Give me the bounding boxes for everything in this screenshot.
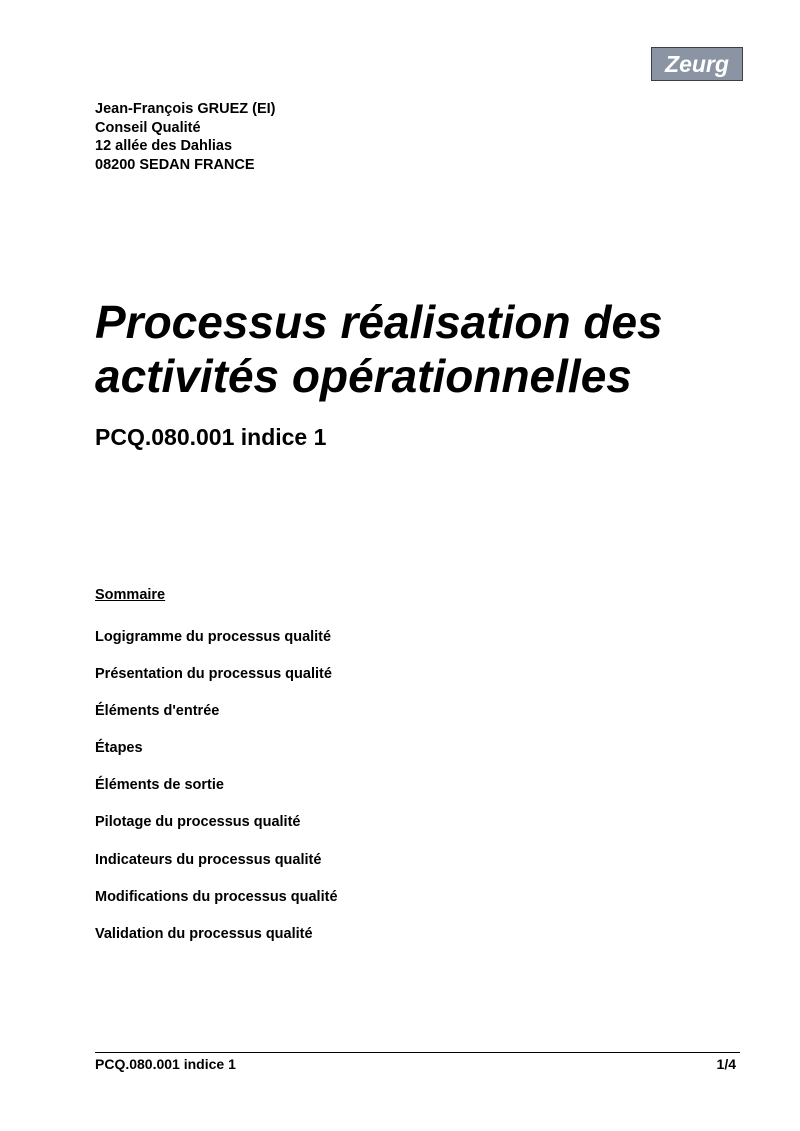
summary-item: Indicateurs du processus qualité [95, 851, 322, 868]
footer-divider [95, 1052, 740, 1053]
summary-item: Étapes [95, 740, 143, 757]
footer-reference: PCQ.080.001 indice 1 [95, 1056, 236, 1072]
summary-item: Logigramme du processus qualité [95, 629, 332, 645]
summary-heading: Sommaire [95, 587, 166, 603]
author-street: 12 allée des Dahlias [95, 138, 233, 154]
page-number: 1/4 [716, 1056, 736, 1072]
document-title-line-2: activités opérationnelles [95, 350, 632, 402]
summary-item: Présentation du processus qualité [95, 666, 332, 683]
brand-logo: Zeurg [651, 47, 743, 81]
summary-item: Validation du processus qualité [95, 925, 313, 942]
summary-list [95, 628, 338, 962]
author-name: Jean-François GRUEZ (EI) [95, 101, 276, 117]
document-title [95, 295, 735, 403]
summary-item: Éléments d'entrée [95, 703, 220, 720]
author-role: Conseil Qualité [95, 119, 201, 136]
author-address-block [95, 100, 275, 174]
document-reference: PCQ.080.001 indice 1 [95, 424, 327, 450]
summary-item: Modifications du processus qualité [95, 888, 338, 905]
summary-item: Éléments de sortie [95, 777, 224, 794]
summary-item: Pilotage du processus qualité [95, 814, 301, 831]
document-title-line-1: Processus réalisation des [95, 296, 663, 348]
author-city: 08200 SEDAN FRANCE [95, 156, 255, 173]
